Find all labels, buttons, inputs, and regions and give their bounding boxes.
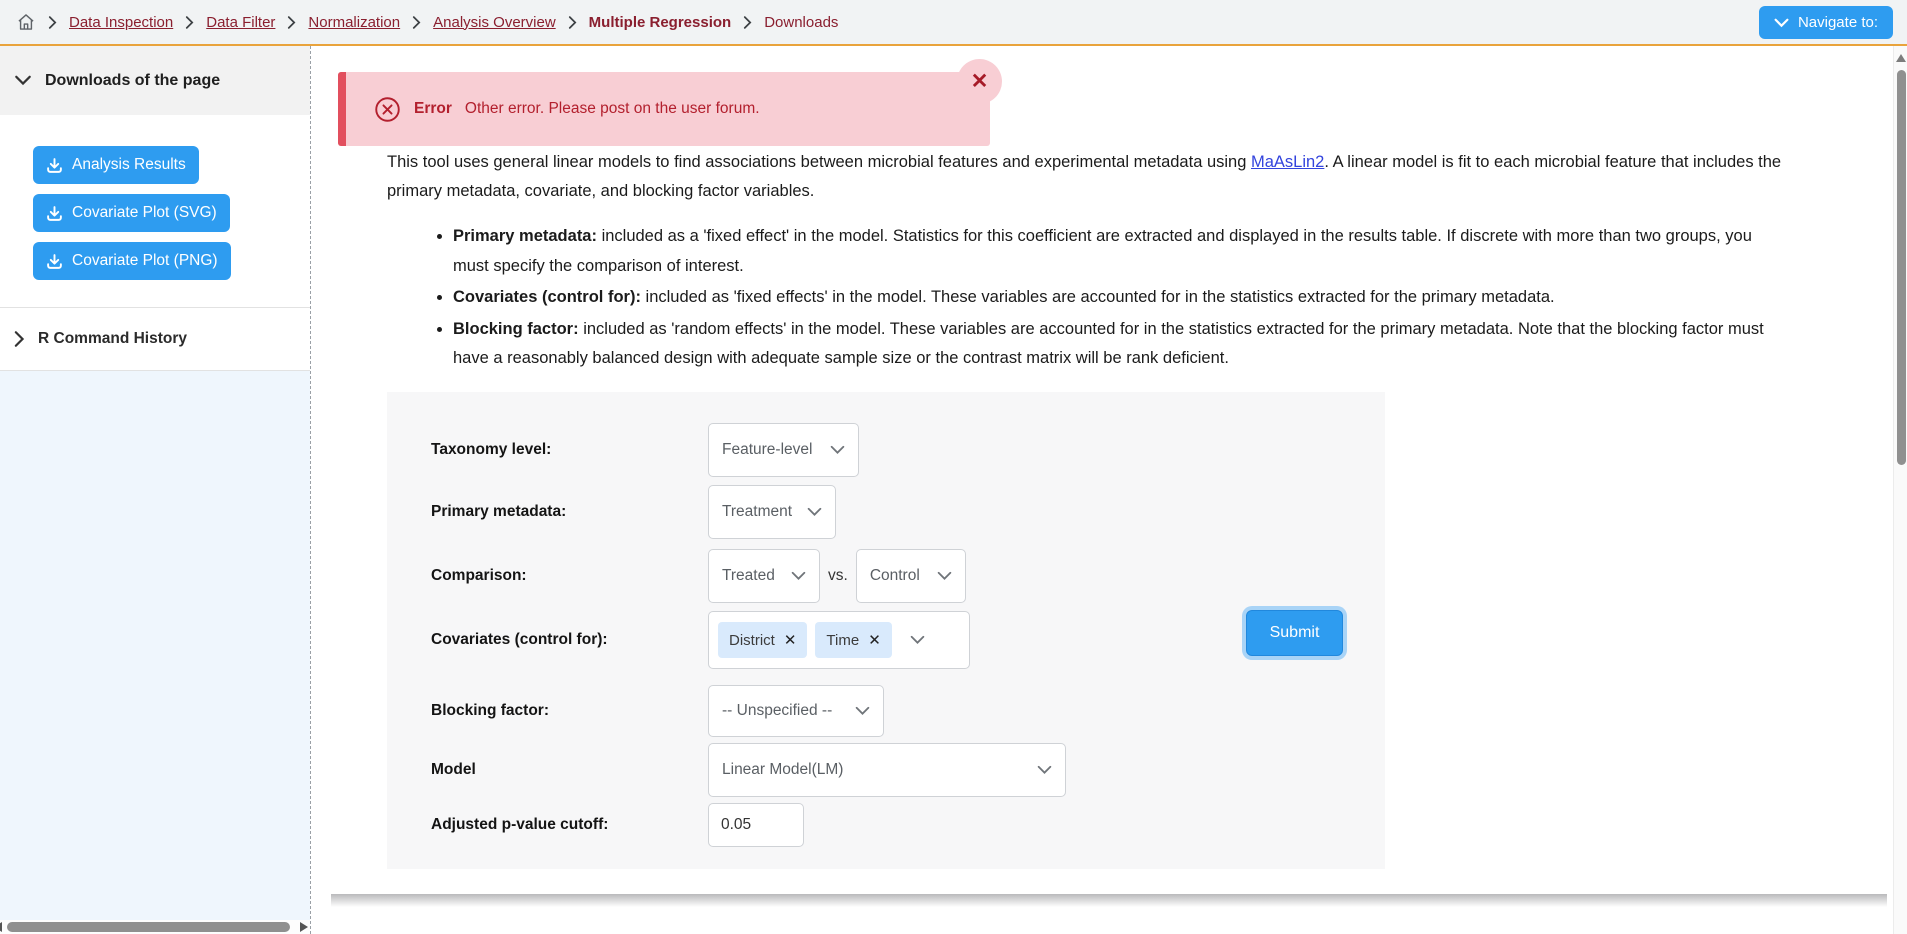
chevron-down-icon (807, 507, 822, 517)
primary-metadata-row (431, 485, 1385, 539)
remove-chip-icon[interactable]: ✕ (868, 631, 881, 649)
chevron-down-icon (791, 571, 806, 581)
error-message: Other error. Please post on the user forum. (464, 100, 760, 117)
chevron-down-icon (937, 571, 952, 581)
description-text: This tool uses general linear models to find associations between microbial features and experimental metadata using (387, 153, 1251, 171)
sidebar-empty-area (0, 371, 310, 920)
remove-chip-icon[interactable]: ✕ (783, 631, 797, 649)
blocking-factor-row (431, 685, 1385, 737)
tool-description (387, 148, 1787, 206)
chevron-right-icon (411, 16, 422, 29)
list-item (453, 315, 1777, 374)
blocking-factor-select[interactable] (708, 685, 884, 737)
error-circle-x-icon (374, 96, 401, 123)
comparison-group2-select[interactable] (856, 549, 966, 603)
taxonomy-level-select[interactable] (708, 423, 859, 477)
selected-value: Linear Model(LM) (722, 761, 844, 778)
model-label: Model (431, 761, 476, 778)
bullet-text: included as 'fixed effects' in the model. These variables are accounted for in the statistics extracted for the primary metadata. (640, 288, 1555, 306)
breadcrumb (16, 12, 838, 32)
scroll-right-arrow-icon[interactable] (300, 922, 308, 932)
download-icon (46, 157, 63, 174)
chip-label: District (729, 631, 775, 649)
download-icon (46, 205, 63, 222)
chip-label: Time (826, 631, 860, 649)
error-banner (338, 72, 990, 146)
content-bottom-divider (331, 894, 1887, 907)
covariate-plot-svg-download-button[interactable] (33, 194, 230, 232)
covariates-label: Covariates (control for): (431, 631, 608, 648)
chevron-right-icon (567, 16, 578, 29)
download-icon (46, 253, 63, 270)
chevron-down-icon (910, 635, 925, 645)
chevron-right-icon (184, 16, 195, 29)
covariate-plot-png-download-button[interactable] (33, 242, 231, 280)
selected-value: Control (869, 567, 920, 584)
blocking-factor-label: Blocking factor: (431, 702, 549, 719)
comparison-group1-select[interactable] (708, 549, 820, 603)
analysis-results-download-button[interactable] (33, 146, 199, 184)
bullet-lead: Covariates (control for): (453, 288, 641, 306)
primary-metadata-label: Primary metadata: (431, 503, 567, 520)
sidebar-horizontal-scrollbar[interactable] (0, 920, 310, 934)
topbar (0, 0, 1907, 46)
download-button-label: Covariate Plot (PNG) (72, 252, 218, 269)
selected-value: Treated (722, 567, 775, 584)
navigate-to-label: Navigate to: (1797, 14, 1878, 31)
chevron-down-icon (14, 75, 32, 86)
breadcrumb-analysis-overview[interactable]: Analysis Overview (433, 13, 556, 31)
chevron-down-icon (1037, 765, 1052, 775)
download-button-label: Analysis Results (72, 156, 186, 173)
navigate-to-button[interactable] (1759, 6, 1893, 39)
chevron-right-icon (286, 16, 297, 29)
bullet-lead: Primary metadata: (453, 227, 597, 245)
chevron-right-icon (742, 16, 753, 29)
pvalue-cutoff-input[interactable] (708, 803, 804, 847)
breadcrumb-data-inspection[interactable]: Data Inspection (69, 13, 174, 31)
chevron-right-icon (14, 330, 25, 348)
breadcrumb-multiple-regression[interactable]: Multiple Regression (588, 13, 732, 31)
breadcrumb-downloads[interactable]: Downloads (764, 13, 839, 31)
list-item (453, 222, 1777, 281)
model-notes-list (387, 222, 1777, 376)
list-item (453, 283, 1777, 313)
covariate-chip-time (815, 622, 891, 658)
taxonomy-level-row (431, 423, 1385, 477)
bullet-lead: Blocking factor: (453, 319, 579, 338)
primary-metadata-select[interactable] (708, 485, 836, 539)
regression-settings-panel (387, 392, 1385, 869)
comparison-label: Comparison: (431, 567, 527, 584)
breadcrumb-normalization[interactable]: Normalization (308, 13, 401, 31)
horizontal-scrollbar-thumb[interactable] (7, 922, 290, 932)
taxonomy-level-label: Taxonomy level: (431, 441, 552, 458)
scroll-left-arrow-icon[interactable] (0, 922, 2, 932)
main-content (312, 46, 1893, 934)
covariate-chip-district (718, 622, 807, 658)
vs-label: vs. (828, 567, 848, 584)
model-row (431, 743, 1385, 797)
error-title: Error (414, 100, 452, 117)
home-icon[interactable] (16, 12, 36, 32)
r-command-history-title: R Command History (38, 330, 187, 347)
selected-value: Feature-level (722, 441, 813, 458)
r-command-history-section-header[interactable] (0, 307, 310, 371)
close-icon: ✕ (970, 70, 989, 93)
chevron-right-icon (47, 16, 58, 29)
comparison-row (431, 549, 1385, 603)
maaslin2-link[interactable]: MaAsLin2 (1250, 153, 1325, 171)
selected-value: Treatment (722, 503, 793, 520)
chevron-down-icon (855, 706, 870, 716)
selected-value: -- Unspecified -- (722, 702, 833, 719)
bullet-text: included as 'random effects' in the model. These variables are accounted for in the statistics extracted for the primary metadata. Note that the blocking factor must have a reasonably balanced design with adequate sample size or the contrast matrix will be rank deficient. (453, 319, 1764, 367)
breadcrumb-data-filter[interactable]: Data Filter (206, 13, 276, 31)
chevron-down-icon (830, 445, 845, 455)
sidebar (0, 46, 311, 934)
model-select[interactable] (708, 743, 1066, 797)
vertical-scrollbar[interactable] (1893, 46, 1907, 934)
description-text: . A linear model is fit to each microbial feature that includes the primary metadata, covariate, and blocking factor variables. (387, 153, 1782, 200)
downloads-section-title: Downloads of the page (45, 71, 221, 89)
downloads-section-header[interactable] (0, 46, 310, 115)
covariates-row (431, 611, 1385, 669)
covariates-multiselect[interactable] (708, 611, 970, 669)
submit-button[interactable]: Submit (1246, 610, 1343, 656)
chevron-down-icon (1774, 18, 1789, 28)
download-buttons-group (0, 115, 310, 307)
download-button-label: Covariate Plot (SVG) (72, 204, 217, 221)
pvalue-cutoff-label: Adjusted p-value cutoff: (431, 816, 609, 833)
bullet-text: included as a 'fixed effect' in the model. Statistics for this coefficient are extracted and displayed in the results table. If discrete with more than two groups, you must specify the comparison of interest. (453, 227, 1752, 275)
error-close-button[interactable] (957, 59, 1002, 104)
pvalue-cutoff-row (431, 803, 1385, 847)
vertical-scrollbar-thumb[interactable] (1897, 70, 1906, 465)
scroll-up-arrow-icon[interactable] (1896, 54, 1906, 62)
